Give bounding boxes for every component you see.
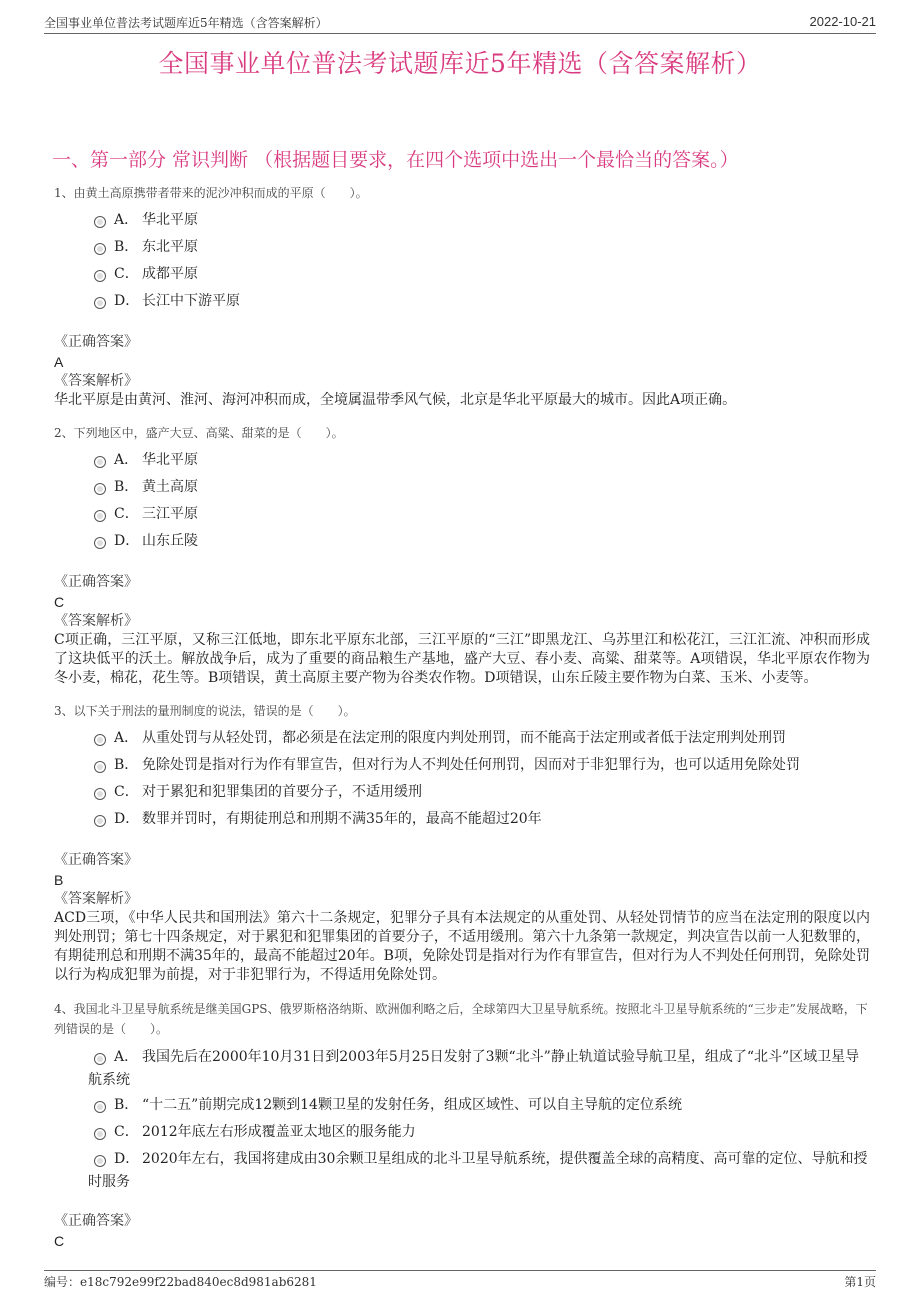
header-date: 2022-10-21 xyxy=(809,14,876,29)
option-letter: A． xyxy=(114,452,139,468)
option-text: 2012年底左右形成覆盖亚太地区的服务能力 xyxy=(142,1124,416,1140)
radio-icon[interactable] xyxy=(94,734,106,746)
question-stem: 2、下列地区中，盛产大豆、高粱、甜菜的是（ ）。 xyxy=(54,426,344,440)
option-text: 山东丘陵 xyxy=(142,533,198,549)
radio-icon[interactable] xyxy=(94,216,106,228)
option-text: “十二五”前期完成12颗到14颗卫星的发射任务，组成区域性、可以自主导航的定位系统 xyxy=(142,1097,682,1113)
question-1 xyxy=(54,184,870,410)
option-text: 我国先后在2000年10月31日到2003年5月25日发射了3颗“北斗”静止轨道试验导航卫星，组成了“北斗”区域卫星导航系统 xyxy=(88,1049,860,1088)
document-title: 全国事业单位普法考试题库近5年精选（含答案解析） xyxy=(158,49,762,78)
option-letter: D． xyxy=(114,293,140,309)
option-letter: C． xyxy=(114,1124,139,1140)
option-letter: A． xyxy=(114,212,139,228)
option-text: 成都平原 xyxy=(142,266,198,282)
option-text: 2020年左右，我国将建成由30余颗卫星组成的北斗卫星导航系统，提供覆盖全球的高精度、高可靠的定位、导航和授时服务 xyxy=(88,1151,868,1190)
option-letter: B． xyxy=(114,479,139,495)
option-text: 数罪并罚时，有期徒刑总和刑期不满35年的，最高不能超过20年 xyxy=(142,811,542,827)
radio-icon[interactable] xyxy=(94,1053,106,1065)
radio-icon[interactable] xyxy=(94,510,106,522)
option-b[interactable] xyxy=(54,474,870,501)
option-c[interactable] xyxy=(54,1119,870,1146)
option-letter: C． xyxy=(114,784,139,800)
question-list xyxy=(54,184,870,1265)
option-letter: C． xyxy=(114,266,139,282)
option-a[interactable] xyxy=(54,1044,870,1092)
radio-icon[interactable] xyxy=(94,456,106,468)
option-text: 三江平原 xyxy=(142,506,198,522)
option-text: 免除处罚是指对行为作有罪宣告，但对行为人不判处任何刑罚，因而对于非犯罪行为，也可以适用免除处罚 xyxy=(142,757,800,773)
radio-icon[interactable] xyxy=(94,1128,106,1140)
answer-label: 《正确答案》 xyxy=(54,574,138,590)
option-letter: A． xyxy=(114,1049,139,1065)
question-4 xyxy=(54,999,870,1251)
option-letter: A． xyxy=(114,730,139,746)
answer-value: C xyxy=(54,594,65,610)
explanation-text: C项正确，三江平原，又称三江低地，即东北平原东北部，三江平原的“三江”即黑龙江、乌苏里江和松花江，三江汇流、冲积而形成了这块低平的沃土。解放战争后，成为了重要的商品粮生产基地，盛产大豆、春小麦、高粱、甜菜等。A项错误，华北平原农作物为冬小麦，棉花，花生等。B项错误，黄土高原主要产物为谷类农作物。D项错误，山东丘陵主要作物为白菜、玉米、小麦等。 xyxy=(54,632,870,686)
question-3 xyxy=(54,702,870,985)
radio-icon[interactable] xyxy=(94,483,106,495)
option-c[interactable] xyxy=(54,501,870,528)
option-d[interactable] xyxy=(54,806,870,833)
radio-icon[interactable] xyxy=(94,297,106,309)
answer-block xyxy=(54,333,870,410)
option-a[interactable] xyxy=(54,725,870,752)
option-text: 华北平原 xyxy=(142,212,198,228)
answer-block xyxy=(54,573,870,688)
option-d[interactable] xyxy=(54,1146,870,1194)
option-text: 黄土高原 xyxy=(142,479,198,495)
page-footer xyxy=(44,1270,876,1290)
option-text: 华北平原 xyxy=(142,452,198,468)
question-stem: 3、以下关于刑法的量刑制度的说法，错误的是（ ）。 xyxy=(54,704,356,718)
question-stem: 4、我国北斗卫星导航系统是继美国GPS、俄罗斯格洛纳斯、欧洲伽利略之后，全球第四大卫星导航系统。按照北斗卫星导航系统的“三步走”发展战略，下列错误的是（ ）。 xyxy=(54,1002,868,1036)
document-code: 编号：e18c792e99f22bad840ec8d981ab6281 xyxy=(44,1275,317,1289)
option-letter: B． xyxy=(114,757,139,773)
option-d[interactable] xyxy=(54,528,870,555)
option-a[interactable] xyxy=(54,447,870,474)
option-text: 对于累犯和犯罪集团的首要分子，不适用缓刑 xyxy=(142,784,422,800)
radio-icon[interactable] xyxy=(94,1101,106,1113)
radio-icon[interactable] xyxy=(94,537,106,549)
option-a[interactable] xyxy=(54,207,870,234)
option-list xyxy=(54,725,870,833)
question-stem: 1、由黄土高原携带者带来的泥沙冲积而成的平原（ ）。 xyxy=(54,186,368,200)
page-number: 第1页 xyxy=(844,1275,876,1289)
option-b[interactable] xyxy=(54,234,870,261)
answer-label: 《正确答案》 xyxy=(54,334,138,350)
option-list xyxy=(54,447,870,555)
section-title: 一、第一部分 常识判断 （根据题目要求，在四个选项中选出一个最恰当的答案。） xyxy=(52,149,739,171)
explanation-text: ACD三项，《中华人民共和国刑法》第六十二条规定，犯罪分子具有本法规定的从重处罚、从轻处罚情节的应当在法定刑的限度以内判处刑罚；第七十四条规定，对于累犯和犯罪集团的首要分子，不适用缓刑。第六十九条第一款规定，判决宣告以前一人犯数罪的，有期徒刑总和刑期不满35年的，最高不能超过20年。B项，免除处罚是指对行为作有罪宣告，但对行为人不判处任何刑罚，免除处罚以行为构成犯罪为前提，对于非犯罪行为，不得适用免除处罚。 xyxy=(54,910,870,983)
option-letter: C． xyxy=(114,506,139,522)
answer-value: C xyxy=(54,1233,65,1249)
option-c[interactable] xyxy=(54,261,870,288)
option-text: 从重处罚与从轻处罚，都必须是在法定刑的限度内判处刑罚，而不能高于法定刑或者低于法定刑判处刑罚 xyxy=(142,730,786,746)
option-list xyxy=(54,207,870,315)
radio-icon[interactable] xyxy=(94,1155,106,1167)
option-letter: D． xyxy=(114,811,140,827)
option-letter: D． xyxy=(114,1151,140,1167)
option-letter: B． xyxy=(114,1097,139,1113)
explanation-text: 华北平原是由黄河、淮河、海河冲积而成，全境属温带季风气候，北京是华北平原最大的城市。因此A项正确。 xyxy=(54,392,737,408)
option-letter: B． xyxy=(114,239,139,255)
option-text: 长江中下游平原 xyxy=(142,293,240,309)
answer-block xyxy=(54,1212,870,1251)
radio-icon[interactable] xyxy=(94,270,106,282)
option-d[interactable] xyxy=(54,288,870,315)
option-letter: D． xyxy=(114,533,140,549)
option-text: 东北平原 xyxy=(142,239,198,255)
answer-label: 《正确答案》 xyxy=(54,852,138,868)
explanation-label: 《答案解析》 xyxy=(54,613,138,629)
answer-block xyxy=(54,851,870,985)
option-c[interactable] xyxy=(54,779,870,806)
page-header xyxy=(44,14,876,34)
answer-label: 《正确答案》 xyxy=(54,1213,138,1229)
header-doc-title: 全国事业单位普法考试题库近5年精选（含答案解析） xyxy=(44,16,328,30)
answer-value: A xyxy=(54,354,64,370)
option-b[interactable] xyxy=(54,1092,870,1119)
explanation-label: 《答案解析》 xyxy=(54,373,138,389)
radio-icon[interactable] xyxy=(94,243,106,255)
radio-icon[interactable] xyxy=(94,815,106,827)
explanation-label: 《答案解析》 xyxy=(54,891,138,907)
radio-icon[interactable] xyxy=(94,788,106,800)
option-list xyxy=(54,1044,870,1194)
answer-value: B xyxy=(54,872,64,888)
option-b[interactable] xyxy=(54,752,870,779)
radio-icon[interactable] xyxy=(94,761,106,773)
question-2 xyxy=(54,424,870,688)
